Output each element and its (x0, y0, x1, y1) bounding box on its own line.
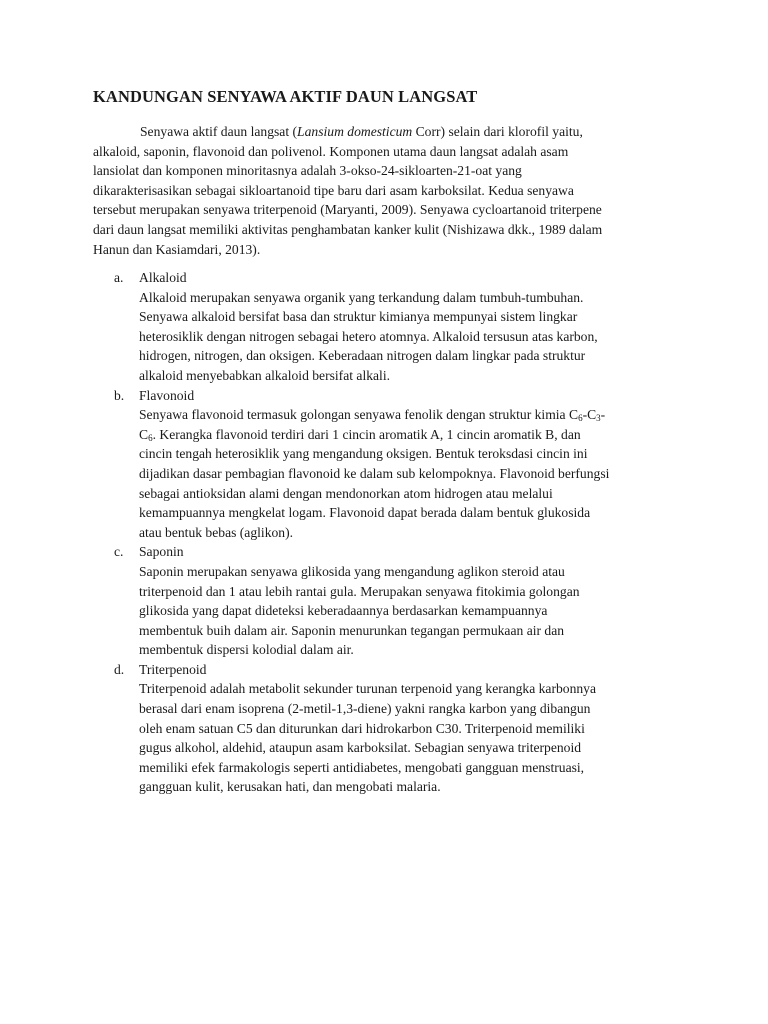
intro-paragraph (93, 122, 683, 259)
list-item-line (139, 425, 693, 445)
formula-text: Senyawa flavonoid termasuk golongan senyawa fenolik dengan struktur kimia C (139, 407, 579, 423)
formula-text: . Kerangka flavonoid terdiri dari 1 cincin aromatik A, 1 cincin aromatik B, dan (152, 426, 581, 442)
list-item-line: Saponin merupakan senyawa glikosida yang mengandung aglikon steroid atau (139, 563, 565, 579)
intro-line: dari daun langsat memiliki aktivitas penghambatan kanker kulit (Nishizawa dkk., 1989 dalam (93, 221, 603, 237)
list-item-heading: Flavonoid (139, 387, 195, 403)
list-item-line: Senyawa alkaloid bersifat basa dan struktur kimianya mempunyai sistem lingkar (139, 309, 578, 325)
intro-line (93, 122, 683, 142)
list-item-line: heterosiklik dengan nitrogen sebagai hetero atomnya. Alkaloid tersusun atas karbon, (139, 328, 598, 344)
list-item-triterpenoid (93, 660, 693, 797)
list-item-line: dijadikan dasar pembagian flavonoid ke dalam sub kelompoknya. Flavonoid berfungsi (139, 465, 610, 481)
document-title: KANDUNGAN SENYAWA AKTIF DAUN LANGSAT (93, 87, 478, 106)
formula-text: - (600, 407, 606, 423)
formula-subscript: 6 (148, 432, 153, 443)
formula-subscript: 6 (578, 413, 583, 424)
list-item-heading: Saponin (139, 544, 184, 560)
list-item-heading: Triterpenoid (139, 661, 207, 677)
species-name: Lansium domesticum (297, 124, 413, 139)
list-item-line: sebagai antioksidan alami dengan mendonorkan atom hidrogen atau melalui (139, 485, 553, 501)
intro-line: lansiolat dan komponen minoritasnya adalah 3-okso-24-sikloarten-21-oat yang (93, 163, 522, 179)
list-item-line: hidrogen, nitrogen, dan oksigen. Keberadaan nitrogen dalam lingkar pada struktur (139, 348, 586, 364)
formula-text: C (139, 426, 149, 442)
intro-line: Hanun dan Kasiamdari, 2013). (93, 241, 261, 257)
intro-line: alkaloid, saponin, flavonoid dan polivenol. Komponen utama daun langsat adalah asam (93, 143, 569, 159)
list-item-line: memiliki efek farmakologis seperti antidiabetes, mengobati gangguan menstruasi, (139, 759, 585, 775)
intro-text: Corr) selain dari klorofil yaitu, (412, 124, 583, 139)
list-marker: b. (114, 387, 125, 403)
list-item-line: gugus alkohol, aldehid, ataupun asam karboksilat. Sebagian senyawa triterpenoid (139, 740, 582, 756)
formula-text: -C (582, 407, 597, 423)
intro-line: dikarakterisasikan sebagai sikloartanoid tipe baru dari asam karboksilat. Kedua senyawa (93, 182, 574, 198)
intro-text: Senyawa aktif daun langsat ( (140, 124, 298, 139)
list-item-saponin (93, 542, 693, 660)
list-item-line (139, 405, 693, 425)
list-item-line: gangguan kulit, kerusakan hati, dan mengobati malaria. (139, 779, 441, 795)
list-item-line: berasal dari enam isoprena (2-metil-1,3-diene) yakni rangka karbon yang dibangun (139, 701, 591, 717)
intro-line: tersebut merupakan senyawa triterpenoid (Maryanti, 2009). Senyawa cycloartanoid triterpene (93, 202, 602, 218)
list-item-alkaloid (93, 268, 693, 386)
list-marker: d. (114, 661, 125, 677)
list-item-flavonoid (93, 386, 693, 543)
list-item-heading: Alkaloid (139, 270, 187, 285)
list-item-line: glikosida yang dapat dideteksi keberadaannya berdasarkan kemampuannya (139, 603, 548, 619)
list-item-line: triterpenoid dan 1 atau lebih rantai gula. Merupakan senyawa fitokimia golongan (139, 583, 580, 599)
list-marker: c. (114, 544, 124, 560)
list-marker: a. (114, 270, 124, 285)
list-item-line: membentuk dispersi kolodial dalam air. (139, 642, 354, 658)
list-item-line: cincin tengah heterosiklik yang mengandung oksigen. Bentuk teroksdasi cincin ini (139, 446, 588, 462)
list-item-line: atau bentuk bebas (aglikon). (139, 524, 294, 540)
list-item-line: alkaloid menyebabkan alkaloid bersifat alkali. (139, 367, 391, 383)
list-item-line: kemampuannya mengkelat logam. Flavonoid dapat berada dalam bentuk glukosida (139, 505, 591, 521)
list-item-line: Triterpenoid adalah metabolit sekunder turunan terpenoid yang kerangka karbonnya (139, 681, 597, 697)
formula-subscript: 3 (596, 413, 601, 424)
list-item-line: oleh enam satuan C5 dan diturunkan dari hidrokarbon C30. Triterpenoid memiliki (139, 720, 585, 736)
list-item-line: Alkaloid merupakan senyawa organik yang terkandung dalam tumbuh-tumbuhan. (139, 289, 584, 305)
list-item-line: membentuk buih dalam air. Saponin menurunkan tegangan permukaan air dan (139, 622, 565, 638)
compound-list (93, 268, 693, 797)
